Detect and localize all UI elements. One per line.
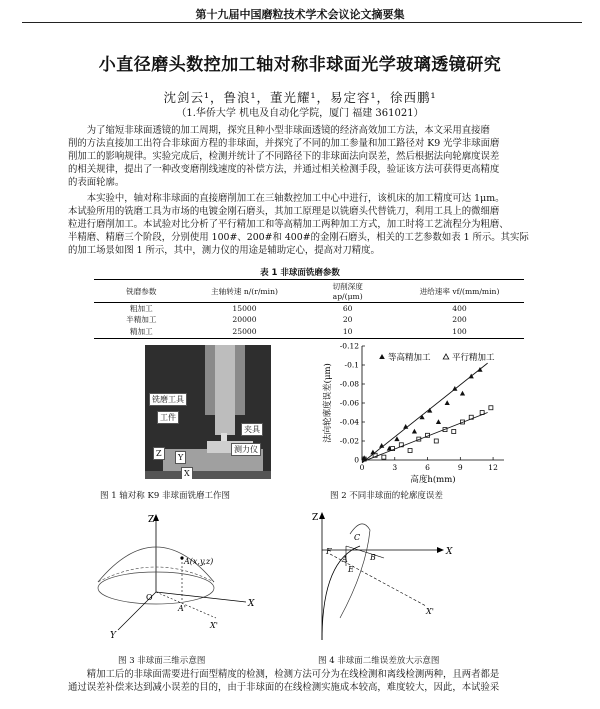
data-point-triangle <box>436 419 441 424</box>
text-line: 的加工场景如图 1 所示，其中，测力仪的用途是辅助定心，提高对刀精度。 <box>68 245 380 256</box>
table-header-cell: 主轴转速 n/(r/min) <box>189 280 301 303</box>
y-tick-label: -0.08 <box>339 379 359 389</box>
text-line: 削加工的影响规律。实验完成后，检测并统计了不同路径下的非球面法向误差，然后根据法向轮廓度误差 <box>68 151 500 162</box>
label-axis-z: Z <box>153 447 165 460</box>
trend-line <box>362 413 488 462</box>
table-cell: 400 <box>452 304 467 313</box>
table-cell: 10 <box>300 325 395 339</box>
machining-photo <box>145 345 271 479</box>
table-cell: 半精加工 <box>126 315 157 324</box>
label-e: E <box>348 565 354 574</box>
paper-title: 小直径磨头数控加工轴对称非球面光学玻璃透镜研究 <box>98 55 502 75</box>
figure1-caption: 图 1 轴对称 K9 非球面铣磨工作图 <box>100 491 230 501</box>
figure3-caption: 图 3 非球面三维示意图 <box>118 656 206 666</box>
text-line: 半精磨、精磨三个阶段，分别使用 100#、200#和 400#的金刚石磨头，相关的工艺参数如表 1 所示。其实际 <box>68 232 529 243</box>
table-caption: 表 1 非球面铣磨参数 <box>260 268 340 278</box>
paper-affiliation: （1.华侨大学 机电及自动化学院，厦门 福建 361021） <box>176 108 424 119</box>
running-header: 第十九届中国磨粒技术学术会议论文摘要集 <box>195 8 405 21</box>
table-header-row <box>94 280 524 303</box>
body-paragraph <box>68 192 538 257</box>
x-tick-label: 0 <box>359 463 365 472</box>
y-tick-label: -0.06 <box>339 398 359 408</box>
label-point-a: A(x,y,z) <box>184 557 214 566</box>
table-cell: 粗加工 <box>129 304 153 313</box>
label-x: X <box>248 599 255 609</box>
paper-authors: 沈剑云¹，鲁浪¹，董光耀¹，易定容¹，徐西鹏¹ <box>163 90 437 105</box>
data-point-triangle <box>460 391 465 396</box>
data-point-square <box>452 430 456 434</box>
text-line: 削的方法直接加工出符合非球面方程的非球面，并探究了不同的加工参量和加工路径对 K9 光学非球面磨 <box>68 138 500 149</box>
z-arrow-icon <box>319 512 325 519</box>
table-header-cell: 切削深度 ap/(μm) <box>300 280 395 303</box>
figure2-caption: 图 2 不同非球面的轮廓度误差 <box>330 491 443 501</box>
table-cell: 25000 <box>189 325 301 339</box>
abstract-paragraph <box>68 124 538 189</box>
table-row <box>94 325 524 339</box>
text-line: 精加工后的非球面需要进行面型精度的检测，检测方法可分为在线检测和离线检测两种，且两者都是 <box>86 669 500 680</box>
x-axis-label: 高度h(mm) <box>410 475 456 485</box>
label-x-prime: X' <box>210 621 218 630</box>
data-point-triangle <box>445 400 450 405</box>
label-workpiece: 工件 <box>157 411 179 424</box>
data-point-square <box>434 439 438 443</box>
data-point-square <box>382 455 386 459</box>
text-line: 的相关规律，提出了一种改变磨削线速度的补偿方法，并通过相关检测手段，验证该方法可获得更高精度 <box>68 164 500 175</box>
header-rule <box>22 22 582 23</box>
text-line: 粒进行磨削加工。本试验对比分析了平行精加工和等高精加工两种加工方式，加工时将工艺流程分为粗磨、 <box>68 219 509 230</box>
x-tick-label: 6 <box>425 463 430 472</box>
label-x: X <box>446 547 453 557</box>
legend-marker-triangle <box>379 354 385 359</box>
table-cell: 15000 <box>232 304 257 313</box>
data-point-triangle <box>412 429 417 434</box>
body-paragraph <box>68 668 538 694</box>
figure4-diagram <box>300 510 500 648</box>
figure4-caption: 图 4 非球面二维误差放大示意图 <box>318 656 440 666</box>
y-tick-label: -0.04 <box>339 417 359 427</box>
label-origin: O <box>146 593 153 602</box>
label-y: Y <box>110 631 116 641</box>
y-tick-label: -0.02 <box>339 436 359 446</box>
table-cell: 20000 <box>232 315 257 324</box>
table-row <box>94 303 524 315</box>
label-x-prime: X' <box>426 607 434 616</box>
table-header-cell: 铣磨参数 <box>94 280 189 303</box>
label-z: Z <box>312 513 319 523</box>
table-cell: 20 <box>342 315 353 324</box>
error-chart <box>318 338 514 486</box>
label-grinding-tool: 铣磨工具 <box>149 393 187 406</box>
table-row <box>94 314 524 325</box>
y-axis-label: 法向轮廓度误差(μm) <box>323 363 333 443</box>
legend-label: 等高精加工 <box>388 353 431 363</box>
table-cell: 精加工 <box>94 325 189 339</box>
legend-marker-triangle-outline <box>443 354 449 359</box>
x-axis-line <box>156 592 246 602</box>
label-fixture: 夹具 <box>241 423 263 436</box>
trend-line <box>362 363 488 463</box>
data-point-square <box>489 406 493 410</box>
text-line: 的表面轮廓。 <box>68 177 125 188</box>
text-line: 本试验所用的铣磨工具为市场的电镀金刚石磨头，其加工原理是以铣磨头代替铣刀，利用工具上的微细磨 <box>68 206 500 217</box>
text-line: 为了缩短非球面透镜的加工周期，探究且种小型非球面透镜的经济高效加工方法，本文采用直接磨 <box>86 125 490 136</box>
y-tick-label: -0.12 <box>339 341 359 351</box>
x-tick-label: 3 <box>392 463 398 472</box>
table-cell: 60 <box>342 304 353 313</box>
figure3-diagram <box>96 512 276 648</box>
label-z: Z <box>148 515 155 525</box>
y-tick-label: 0 <box>354 455 359 465</box>
label-axis-y: Y <box>175 451 186 464</box>
parameter-table <box>94 279 524 339</box>
x-tick-label: 12 <box>488 463 498 472</box>
x-arrow-icon <box>437 547 444 553</box>
text-line: 本实验中，轴对称非球面的直接磨削加工在三轴数控加工中心中进行，该机床的加工精度可达 1μm。 <box>86 193 505 204</box>
label-point-a-prime: A' <box>178 604 186 613</box>
table-cell: 100 <box>395 325 524 339</box>
legend-label: 平行精加工 <box>452 353 495 363</box>
label-b: B <box>370 553 376 562</box>
x-tick-label: 9 <box>457 463 463 472</box>
label-f: F <box>326 547 332 556</box>
data-point-square <box>408 449 412 453</box>
data-point-triangle <box>452 386 457 391</box>
label-a: A <box>342 555 348 564</box>
label-axis-x: X <box>181 467 193 479</box>
table-header-cell: 进给速率 vf/(mm/min) <box>395 280 524 303</box>
table-cell: 200 <box>452 315 467 324</box>
label-c: C <box>354 533 361 542</box>
label-dynamometer: 测力仪 <box>231 443 261 456</box>
text-line: 通过误差补偿来达到减小误差的目的，由于非球面的在线检测实施成本较高，难度较大，因此，本试验采 <box>68 682 500 693</box>
y-tick-label: -0.1 <box>344 360 359 370</box>
